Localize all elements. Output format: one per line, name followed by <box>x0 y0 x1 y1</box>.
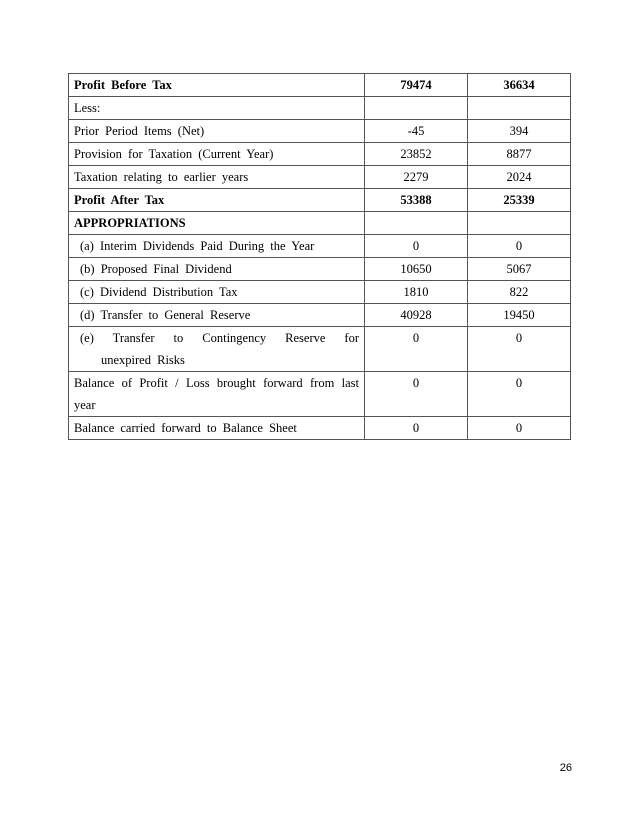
row-label-line-1: (e) Transfer to Contingency Reserve for <box>80 331 359 345</box>
current-year-value: 0 <box>365 327 468 372</box>
table-row <box>69 120 571 143</box>
row-label: (a) Interim Dividends Paid During the Year <box>69 235 365 258</box>
profit-appropriation-table <box>68 73 571 440</box>
row-label <box>69 372 365 417</box>
table-row <box>69 417 571 440</box>
row-label-line-2: year <box>74 398 96 412</box>
row-label: Less: <box>69 97 365 120</box>
table-row <box>69 372 571 417</box>
previous-year-value <box>468 97 571 120</box>
previous-year-value: 25339 <box>468 189 571 212</box>
previous-year-value: 8877 <box>468 143 571 166</box>
table-row <box>69 258 571 281</box>
row-label: Profit Before Tax <box>69 74 365 97</box>
previous-year-value: 2024 <box>468 166 571 189</box>
current-year-value: 53388 <box>365 189 468 212</box>
previous-year-value: 0 <box>468 417 571 440</box>
row-label: (b) Proposed Final Dividend <box>69 258 365 281</box>
previous-year-value: 822 <box>468 281 571 304</box>
row-label: Profit After Tax <box>69 189 365 212</box>
current-year-value: 79474 <box>365 74 468 97</box>
current-year-value <box>365 97 468 120</box>
current-year-value: 23852 <box>365 143 468 166</box>
table-row <box>69 235 571 258</box>
row-label <box>69 327 365 372</box>
row-label: Provision for Taxation (Current Year) <box>69 143 365 166</box>
row-label-line-1: Balance of Profit / Loss brought forward from last <box>74 376 359 390</box>
row-label: Prior Period Items (Net) <box>69 120 365 143</box>
current-year-value: 0 <box>365 235 468 258</box>
table-row <box>69 304 571 327</box>
current-year-value: 0 <box>365 417 468 440</box>
section-heading: APPROPRIATIONS <box>69 212 365 235</box>
previous-year-value: 36634 <box>468 74 571 97</box>
previous-year-value: 0 <box>468 372 571 417</box>
table-row <box>69 74 571 97</box>
current-year-value: 10650 <box>365 258 468 281</box>
current-year-value: 0 <box>365 372 468 417</box>
current-year-value <box>365 212 468 235</box>
table-row <box>69 189 571 212</box>
row-label: (c) Dividend Distribution Tax <box>69 281 365 304</box>
table-row <box>69 212 571 235</box>
row-label-line-2: unexpired Risks <box>101 353 185 367</box>
table-row <box>69 281 571 304</box>
table-row <box>69 166 571 189</box>
table-row <box>69 327 571 372</box>
page-number: 26 <box>559 762 572 774</box>
current-year-value: 40928 <box>365 304 468 327</box>
previous-year-value: 0 <box>468 235 571 258</box>
table-row <box>69 97 571 120</box>
previous-year-value: 5067 <box>468 258 571 281</box>
table-row <box>69 143 571 166</box>
current-year-value: 1810 <box>365 281 468 304</box>
row-label: (d) Transfer to General Reserve <box>69 304 365 327</box>
current-year-value: -45 <box>365 120 468 143</box>
previous-year-value: 0 <box>468 327 571 372</box>
current-year-value: 2279 <box>365 166 468 189</box>
previous-year-value <box>468 212 571 235</box>
row-label: Balance carried forward to Balance Sheet <box>69 417 365 440</box>
row-label: Taxation relating to earlier years <box>69 166 365 189</box>
previous-year-value: 19450 <box>468 304 571 327</box>
previous-year-value: 394 <box>468 120 571 143</box>
